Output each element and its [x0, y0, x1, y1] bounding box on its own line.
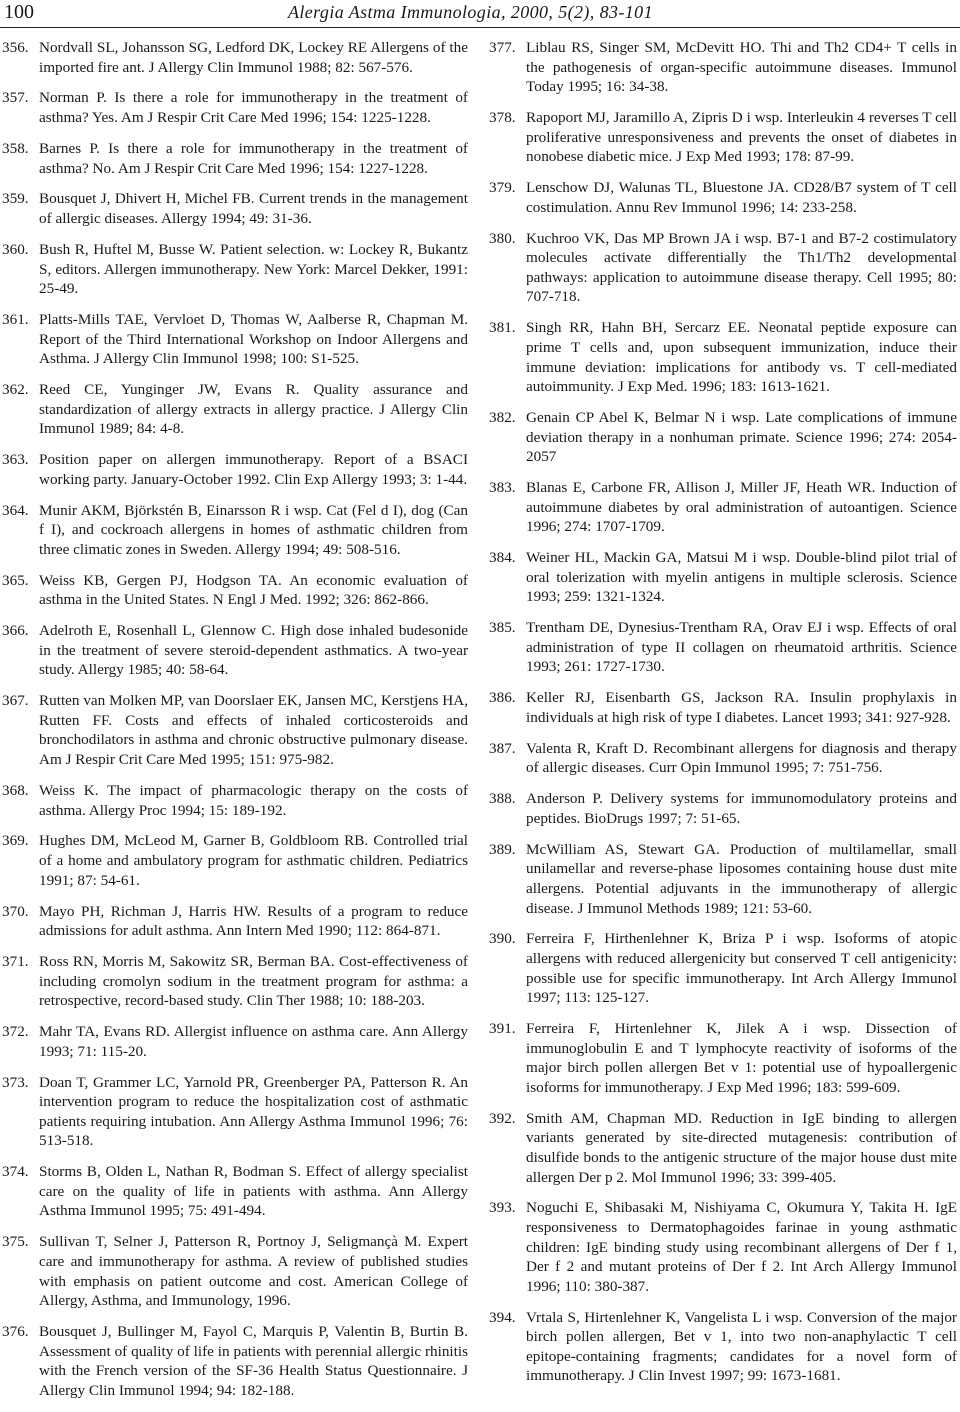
reference-number: 370.	[2, 902, 29, 920]
reference-entry	[2, 501, 468, 560]
reference-text: Lenschow DJ, Walunas TL, Bluestone JA. CD28/B7 system of T cell costimulation. Annu Rev Immunol 1996; 14: 233-258.	[526, 179, 957, 216]
reference-number: 375.	[2, 1233, 29, 1251]
reference-text: Ferreira F, Hirthenlehner K, Briza P i wsp. Isoforms of atopic allergens with reduced allergenicity but conserved T cell antigenicity: possible use for specific immunotherapy. Int Arch Allergy Immunol 1997; 113: 125-127.	[526, 930, 957, 1007]
reference-entry	[489, 739, 957, 778]
reference-number: 380.	[489, 229, 516, 247]
reference-entry	[489, 618, 957, 677]
reference-number: 385.	[489, 619, 516, 637]
reference-text: Smith AM, Chapman MD. Reduction in IgE binding to allergen variants generated by site-directed mutagenesis: contribution of disulfide bonds to the antigenic structure of the major house dust mite allergen Der p 2. Mol Immunol 1996; 33: 399-405.	[526, 1109, 957, 1186]
reference-entry	[2, 571, 468, 610]
reference-number: 376.	[2, 1323, 29, 1340]
reference-number: 361.	[2, 311, 29, 329]
reference-number: 372.	[2, 1023, 29, 1041]
references-column-left	[2, 38, 468, 1412]
reference-number: 388.	[489, 790, 516, 808]
reference-text: Bousquet J, Bullinger M, Fayol C, Marquis P, Valentin B, Burtin B. Assessment of quality of life in patients with perennial allergic rhinitis with the French version of the SF-36 Health Status Questionnaire. J Allergy Clin Immunol 1994; 94: 182-188.	[39, 1323, 468, 1399]
reference-entry	[2, 88, 468, 127]
reference-text: Adelroth E, Rosenhall L, Glennow C. High dose inhaled budesonide in the treatment of severe steroid-dependent asthmatics. A two-year study. Allergy 1985; 40: 58-64.	[39, 622, 468, 679]
reference-text: Noguchi E, Shibasaki M, Nishiyama C, Okumura Y, Takita H. IgE responsiveness to Dermatophagoides farinae in young asthmatic children: IgE binding study using recombinant allergens of Der f 1, Der f 2 and mutant proteins of Der f 2. Int Arch Allergy Immunol 1996; 110: 380-387.	[526, 1199, 957, 1295]
reference-text: Anderson P. Delivery systems for immunomodulatory proteins and peptides. BioDrugs 1997; 7: 51-65.	[526, 790, 957, 827]
reference-entry	[2, 1322, 468, 1400]
reference-number: 387.	[489, 739, 516, 757]
reference-number: 358.	[2, 139, 29, 157]
reference-number: 364.	[2, 501, 29, 519]
reference-entry	[2, 621, 468, 680]
running-head: Alergia Astma Immunologia, 2000, 5(2), 83-101	[288, 2, 653, 22]
reference-number: 378.	[489, 109, 516, 127]
reference-entry	[2, 952, 468, 1011]
reference-text: Weiss KB, Gergen PJ, Hodgson TA. An economic evaluation of asthma in the United States. N Engl J Med. 1992; 326: 862-866.	[39, 571, 468, 609]
reference-text: Rutten van Molken MP, van Doorslaer EK, Jansen MC, Kerstjens HA, Rutten FF. Costs and effects of inhaled corticosteroids and bronchodilators in asthma and chronic obstructive pulmonary disease. Am J Respir Crit Care Med 1995; 151: 975-982.	[39, 692, 468, 769]
reference-text: McWilliam AS, Stewart GA. Production of multilamellar, small unilamellar and reverse-phase liposomes containing house dust mite allergens. Potential adjuvants in the immunotherapy of allergic disease. J Immunol Methods 1989; 121: 53-60.	[526, 840, 957, 917]
reference-number: 394.	[489, 1308, 516, 1326]
reference-text: Position paper on allergen immunotherapy. Report of a BSACI working party. January-October 1992. Clin Exp Allergy 1993; 3: 1-44.	[39, 451, 468, 488]
reference-entry	[2, 781, 468, 820]
reference-entry	[489, 1019, 957, 1097]
reference-text: Keller RJ, Eisenbarth GS, Jackson RA. Insulin prophylaxis in individuals at high risk of type I diabetes. Lancet 1993; 341: 927-928.	[526, 689, 957, 726]
reference-number: 377.	[489, 39, 516, 56]
reference-entry	[489, 548, 957, 607]
header-rule	[0, 27, 960, 28]
reference-number: 366.	[2, 622, 29, 640]
reference-entry	[489, 408, 957, 467]
reference-entry	[2, 831, 468, 890]
reference-number: 392.	[489, 1109, 516, 1127]
reference-number: 356.	[2, 39, 29, 56]
reference-text: Valenta R, Kraft D. Recombinant allergens for diagnosis and therapy of allergic diseases. Curr Opin Immunol 1995; 7: 751-756.	[526, 739, 957, 777]
reference-text: Storms B, Olden L, Nathan R, Bodman S. Effect of allergy specialist care on the quality of life in patients with asthma. Ann Allergy Asthma Immunol 1995; 75: 491-494.	[39, 1163, 468, 1220]
reference-entry	[2, 691, 468, 769]
reference-number: 368.	[2, 781, 29, 799]
reference-number: 381.	[489, 319, 516, 337]
reference-number: 367.	[2, 692, 29, 710]
reference-number: 391.	[489, 1020, 516, 1038]
reference-text: Weiner HL, Mackin GA, Matsui M i wsp. Double-blind pilot trial of oral tolerization with myelin antigens in multiple sclerosis. Science 1993; 259: 1321-1324.	[526, 549, 957, 606]
reference-number: 373.	[2, 1073, 29, 1091]
reference-text: Blanas E, Carbone FR, Allison J, Miller JF, Heath WR. Induction of autoimmune diabetes by oral administration of autoantigen. Science 1996; 274: 1707-1709.	[526, 479, 957, 536]
reference-entry	[2, 1022, 468, 1061]
reference-text: Platts-Mills TAE, Vervloet D, Thomas W, Aalberse R, Chapman M. Report of the Third International Workshop on Indoor Allergens and Asthma. J Allergy Clin Immunol 1998; 100: S1-525.	[39, 311, 468, 368]
reference-number: 359.	[2, 190, 29, 208]
reference-entry	[489, 1109, 957, 1187]
reference-text: Kuchroo VK, Das MP Brown JA i wsp. B7-1 and B7-2 costimulatory molecules activate differentially the Th1/Th2 developmental pathways: application to autoimmune disease therapy. Cell 1995; 80: 707-718.	[526, 229, 957, 306]
reference-number: 386.	[489, 689, 516, 707]
reference-text: Liblau RS, Singer SM, McDevitt HO. Thi and Th2 CD4+ T cells in the pathogenesis of organ-specific autoimmune diseases. Immunol Today 1995; 16: 34-38.	[526, 39, 957, 96]
reference-number: 390.	[489, 930, 516, 948]
reference-entry	[2, 1162, 468, 1221]
reference-entry	[489, 38, 957, 97]
reference-number: 362.	[2, 381, 29, 399]
reference-entry	[489, 108, 957, 167]
reference-text: Bush R, Huftel M, Busse W. Patient selection. w: Lockey R, Bukantz S, editors. Allergen immunotherapy. New York: Marcel Dekker, 1991: 25-49.	[39, 240, 468, 298]
reference-text: Ferreira F, Hirtenlehner K, Jilek A i wsp. Dissection of immunoglobulin E and T lymphocyte reactivity of isoforms of the major birch pollen allergen Bet v 1: potential use of hypoallergenic isoforms for immunotherapy. J Exp Med 1996; 183: 599-609.	[526, 1020, 957, 1096]
reference-text: Mayo PH, Richman J, Harris HW. Results of a program to reduce admissions for adult asthma. Ann Intern Med 1990; 112: 864-871.	[39, 902, 468, 940]
reference-number: 393.	[489, 1199, 516, 1217]
reference-number: 360.	[2, 240, 29, 258]
reference-entry	[2, 38, 468, 77]
reference-entry	[2, 380, 468, 439]
reference-entry	[489, 1198, 957, 1296]
reference-text: Sullivan T, Selner J, Patterson R, Portnoy J, Seligmançà M. Expert care and immunotherapy for asthma. A review of published studies with emphasis on patient outcome and cost. American College of Allergy, Asthma, and Immunology, 1996.	[39, 1233, 468, 1310]
reference-number: 382.	[489, 408, 516, 426]
reference-text: Weiss K. The impact of pharmacologic therapy on the costs of asthma. Allergy Proc 1994; 15: 189-192.	[39, 781, 468, 819]
reference-entry	[2, 189, 468, 228]
reference-number: 369.	[2, 832, 29, 850]
reference-entry	[489, 789, 957, 828]
reference-entry	[489, 229, 957, 307]
reference-number: 371.	[2, 953, 29, 971]
reference-text: Hughes DM, McLeod M, Garner B, Goldbloom RB. Controlled trial of a home and ambulatory program for asthmatic children. Pediatrics 1991; 87: 54-61.	[39, 832, 468, 889]
reference-number: 379.	[489, 179, 516, 197]
reference-number: 365.	[2, 571, 29, 589]
reference-text: Norman P. Is there a role for immunotherapy in the treatment of asthma? Yes. Am J Respir Crit Care Med 1996; 154: 1225-1228.	[39, 89, 468, 127]
reference-text: Doan T, Grammer LC, Yarnold PR, Greenberger PA, Patterson R. An intervention program to reduce the hospitalization cost of asthmatic patients requiring intubation. Ann Allergy Asthma Immunol 1996; 76: 513-518.	[39, 1073, 468, 1150]
reference-text: Munir AKM, Björkstén B, Einarsson R i wsp. Cat (Fel d I), dog (Can f I), and cockroach allergens in homes of asthmatic children from three climatic zones in Sweden. Allergy 1994; 49: 508-516.	[39, 501, 468, 558]
reference-text: Trentham DE, Dynesius-Trentham RA, Orav EJ i wsp. Effects of oral administration of type II collagen on rheumatoid arthritis. Science 1993; 261: 1727-1730.	[526, 619, 957, 676]
reference-text: Barnes P. Is there a role for immunotherapy in the treatment of asthma? No. Am J Respir Crit Care Med 1996; 154: 1227-1228.	[39, 139, 468, 177]
reference-entry	[2, 240, 468, 299]
reference-entry	[489, 688, 957, 727]
reference-text: Singh RR, Hahn BH, Sercarz EE. Neonatal peptide exposure can prime T cells and, upon subsequent immunization, induce their immune deviation: implications for antibody vs. T cell-mediated autoimmunity. J Exp Med. 1996; 183: 1613-1621.	[526, 319, 957, 396]
references-column-right	[489, 38, 957, 1397]
page-number: 100	[4, 1, 34, 23]
reference-entry	[489, 1308, 957, 1386]
reference-entry	[489, 318, 957, 396]
reference-entry	[2, 450, 468, 489]
reference-text: Genain CP Abel K, Belmar N i wsp. Late complications of immune deviation therapy in a nonhuman primate. Science 1996; 274: 2054-2057	[526, 408, 957, 466]
reference-text: Reed CE, Yunginger JW, Evans R. Quality assurance and standardization of allergy extracts in allergy practice. J Allergy Clin Immunol 1989; 84: 4-8.	[39, 381, 468, 438]
reference-entry	[2, 1073, 468, 1151]
reference-number: 374.	[2, 1163, 29, 1181]
reference-text: Bousquet J, Dhivert H, Michel FB. Current trends in the management of allergic diseases. Allergy 1994; 49: 31-36.	[39, 190, 468, 228]
reference-text: Nordvall SL, Johansson SG, Ledford DK, Lockey RE Allergens of the imported fire ant. J Allergy Clin Immunol 1988; 82: 567-576.	[39, 39, 468, 76]
reference-number: 383.	[489, 479, 516, 497]
reference-number: 389.	[489, 840, 516, 858]
reference-text: Rapoport MJ, Jaramillo A, Zipris D i wsp. Interleukin 4 reverses T cell proliferative unresponsiveness and prevents the onset of diabetes in nonobese diabetic mice. J Exp Med 1993; 178: 87-99.	[526, 109, 957, 166]
reference-entry	[489, 929, 957, 1007]
reference-number: 357.	[2, 89, 29, 107]
reference-entry	[489, 478, 957, 537]
reference-entry	[2, 1232, 468, 1310]
reference-text: Ross RN, Morris M, Sakowitz SR, Berman BA. Cost-effectiveness of including cromolyn sodium in the treatment program for asthma: a retrospective, record-based study. Clin Ther 1988; 10: 188-203.	[39, 953, 468, 1010]
reference-entry	[2, 139, 468, 178]
reference-text: Mahr TA, Evans RD. Allergist influence on asthma care. Ann Allergy 1993; 71: 115-20.	[39, 1023, 468, 1060]
reference-entry	[489, 178, 957, 217]
reference-entry	[489, 840, 957, 918]
reference-entry	[2, 902, 468, 941]
reference-number: 384.	[489, 549, 516, 567]
reference-entry	[2, 310, 468, 369]
reference-text: Vrtala S, Hirtenlehner K, Vangelista L i wsp. Conversion of the major birch pollen allergen, Bet v 1, into two non-anaphylactic T cell epitope-containing fragments; candidates for a novel form of immunotherapy. J Clin Invest 1997; 99: 1673-1681.	[526, 1308, 957, 1385]
page-header	[0, 0, 960, 30]
reference-number: 363.	[2, 451, 29, 469]
